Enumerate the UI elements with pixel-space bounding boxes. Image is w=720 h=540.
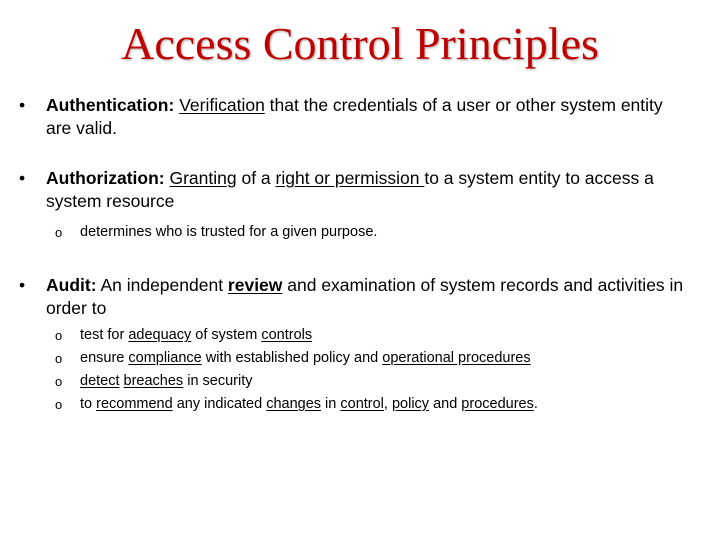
text-segment: of a xyxy=(236,168,276,188)
right-or-permission-underlined: right or permission xyxy=(275,168,425,188)
authorization-subitem-text: determines who is trusted for a given purpose. xyxy=(80,224,378,240)
audit-term: Audit: xyxy=(46,275,97,295)
text-segment: and examination of system records and activities in order to xyxy=(46,275,684,318)
granting-underlined: Granting xyxy=(169,168,237,188)
slide-title: Access Control Principles xyxy=(121,18,599,69)
audit-section xyxy=(0,274,720,416)
text-segment: in security xyxy=(183,373,253,389)
text-segment: ensure xyxy=(80,350,129,366)
text-segment: . xyxy=(533,396,538,412)
sub-bullet-circle: o xyxy=(55,397,63,412)
verification-underlined: Verification xyxy=(179,95,265,115)
authentication-definition: that the credentials of a user or other system entity are valid. xyxy=(46,95,663,138)
audit-subitem xyxy=(0,393,720,416)
authentication-section xyxy=(0,94,720,140)
bullet-dot: • xyxy=(19,275,26,295)
text-segment: to a system entity to access a system resource xyxy=(46,168,654,211)
authorization-term: Authorization: xyxy=(46,168,165,188)
control-underlined: control xyxy=(340,396,384,412)
text-segment: in xyxy=(321,396,341,412)
authentication-term: Authentication: xyxy=(46,95,175,115)
bullet-dot: • xyxy=(19,168,26,188)
authentication-bullet xyxy=(0,94,720,140)
text-segment: of system xyxy=(191,327,262,343)
audit-subitem xyxy=(0,347,720,370)
policy-underlined: policy xyxy=(391,396,430,412)
recommend-underlined: recommend xyxy=(96,396,173,412)
text-segment: , xyxy=(383,396,392,412)
compliance-underlined: compliance xyxy=(128,350,202,366)
authorization-section xyxy=(0,167,720,244)
sub-bullet-circle: o xyxy=(55,225,63,240)
audit-subitem xyxy=(0,324,720,347)
controls-underlined: controls xyxy=(261,327,313,343)
operational-procedures-underlined: operational procedures xyxy=(382,350,531,366)
authorization-bullet xyxy=(0,167,720,213)
review-underlined: review xyxy=(227,275,283,295)
text-segment: An independent xyxy=(96,275,228,295)
authorization-subitem xyxy=(0,221,720,244)
text-segment: any indicated xyxy=(172,396,267,412)
text-segment: test for xyxy=(80,327,129,343)
bullet-dot: • xyxy=(19,95,26,115)
text-segment: to xyxy=(80,396,97,412)
adequacy-underlined: adequacy xyxy=(128,327,192,343)
procedures-underlined: procedures xyxy=(461,396,534,412)
audit-bullet xyxy=(0,274,720,320)
sub-bullet-circle: o xyxy=(55,351,63,366)
text-segment: with established policy and xyxy=(201,350,383,366)
sub-bullet-circle: o xyxy=(55,328,63,343)
sub-bullet-circle: o xyxy=(55,374,63,389)
breaches-underlined: breaches xyxy=(123,373,184,389)
changes-underlined: changes xyxy=(266,396,322,412)
audit-subitem xyxy=(0,370,720,393)
text-segment: and xyxy=(429,396,462,412)
detect-underlined: detect xyxy=(80,373,120,389)
